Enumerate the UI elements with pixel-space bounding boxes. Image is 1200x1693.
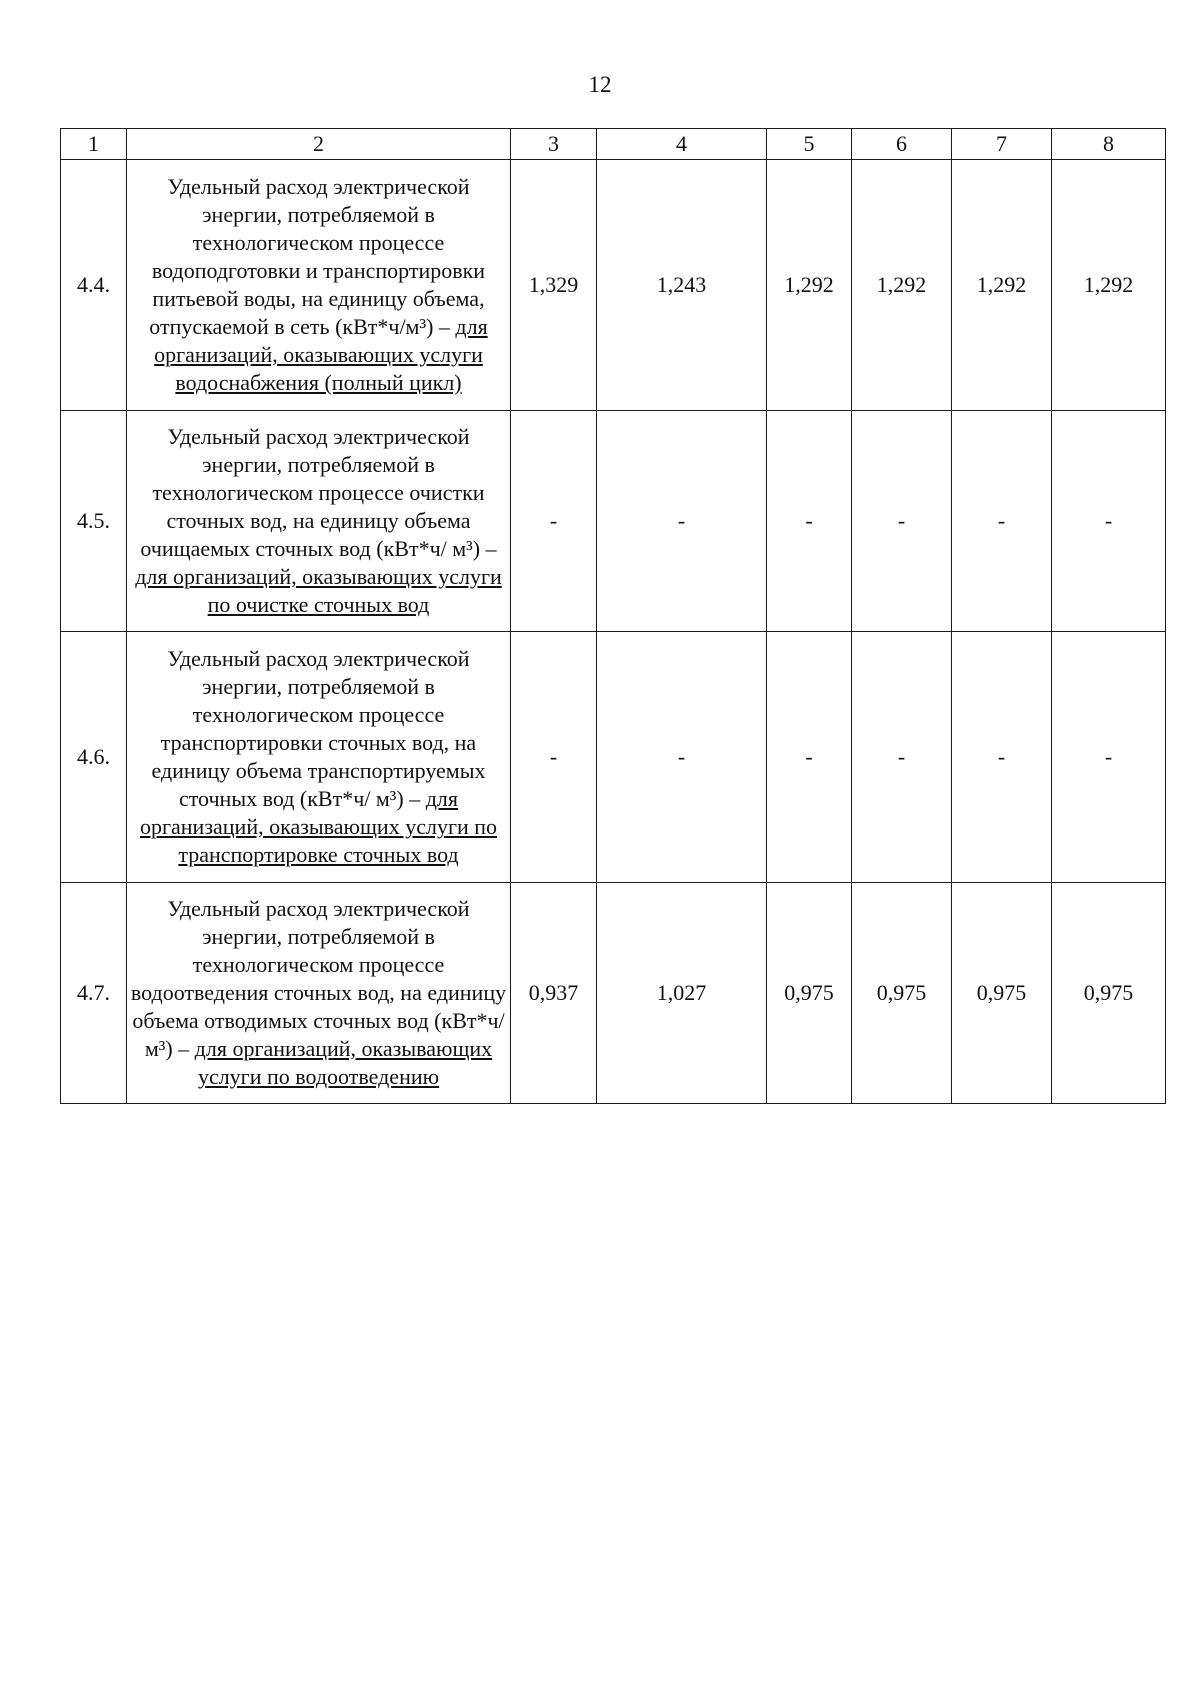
column-header: 5 bbox=[767, 129, 852, 160]
value-cell: - bbox=[767, 411, 852, 632]
table-row bbox=[61, 411, 1166, 632]
row-number: 4.4. bbox=[61, 160, 127, 411]
value-cell: 1,027 bbox=[597, 883, 767, 1104]
row-description bbox=[127, 883, 511, 1104]
indicators-table bbox=[60, 128, 1166, 1104]
value-cell: 1,329 bbox=[511, 160, 597, 411]
description-text: Удельный расход электрической энергии, потребляемой в технологическом процессе водоподготовки и транспортировки питьевой воды, на единицу объема, отпускаемой в сеть (кВт*ч/м³) – bbox=[149, 174, 486, 339]
table-row bbox=[61, 883, 1166, 1104]
row-description bbox=[127, 632, 511, 883]
value-cell: 0,975 bbox=[952, 883, 1052, 1104]
value-cell: - bbox=[767, 632, 852, 883]
table-row bbox=[61, 160, 1166, 411]
description-text: Удельный расход электрической энергии, потребляемой в технологическом процессе водоотведения сточных вод, на единицу объема отводимых сточных вод (кВт*ч/ м³) – bbox=[130, 896, 507, 1061]
column-header: 4 bbox=[597, 129, 767, 160]
row-description bbox=[127, 160, 511, 411]
value-cell: 1,292 bbox=[852, 160, 952, 411]
value-cell: 0,975 bbox=[852, 883, 952, 1104]
column-header: 7 bbox=[952, 129, 1052, 160]
table-row bbox=[61, 632, 1166, 883]
column-header: 2 bbox=[127, 129, 511, 160]
column-header: 1 bbox=[61, 129, 127, 160]
description-underlined: для организаций, оказывающих услуги по очистке сточных вод bbox=[135, 564, 502, 617]
row-number: 4.6. bbox=[61, 632, 127, 883]
row-description bbox=[127, 411, 511, 632]
value-cell: - bbox=[511, 411, 597, 632]
description-text: Удельный расход электрической энергии, потребляемой в технологическом процессе транспортировки сточных вод, на единицу объема транспортируемых сточных вод (кВт*ч/ м³) – bbox=[151, 646, 486, 811]
description-underlined: для организаций, оказывающих услуги водоснабжения (полный цикл) bbox=[154, 314, 488, 395]
column-header: 6 bbox=[852, 129, 952, 160]
value-cell: 0,975 bbox=[1052, 883, 1166, 1104]
column-header: 3 bbox=[511, 129, 597, 160]
description-underlined: для организаций, оказывающих услуги по транспортировке сточных вод bbox=[139, 786, 498, 867]
value-cell: 1,292 bbox=[1052, 160, 1166, 411]
value-cell: - bbox=[597, 632, 767, 883]
row-number: 4.5. bbox=[61, 411, 127, 632]
value-cell: 0,937 bbox=[511, 883, 597, 1104]
value-cell: - bbox=[852, 411, 952, 632]
value-cell: - bbox=[1052, 632, 1166, 883]
value-cell: - bbox=[511, 632, 597, 883]
value-cell: - bbox=[952, 632, 1052, 883]
value-cell: 1,292 bbox=[767, 160, 852, 411]
value-cell: 1,292 bbox=[952, 160, 1052, 411]
description-underlined: для организаций, оказывающих услуги по водоотведению bbox=[194, 1036, 493, 1089]
header-row bbox=[61, 129, 1166, 160]
page-number: 12 bbox=[588, 72, 612, 97]
value-cell: 0,975 bbox=[767, 883, 852, 1104]
value-cell: - bbox=[1052, 411, 1166, 632]
description-text: Удельный расход электрической энергии, потребляемой в технологическом процессе очистки сточных вод, на единицу объема очищаемых сточных вод (кВт*ч/ м³) – bbox=[140, 424, 497, 561]
value-cell: - bbox=[852, 632, 952, 883]
value-cell: 1,243 bbox=[597, 160, 767, 411]
row-number: 4.7. bbox=[61, 883, 127, 1104]
value-cell: - bbox=[952, 411, 1052, 632]
value-cell: - bbox=[597, 411, 767, 632]
column-header: 8 bbox=[1052, 129, 1166, 160]
